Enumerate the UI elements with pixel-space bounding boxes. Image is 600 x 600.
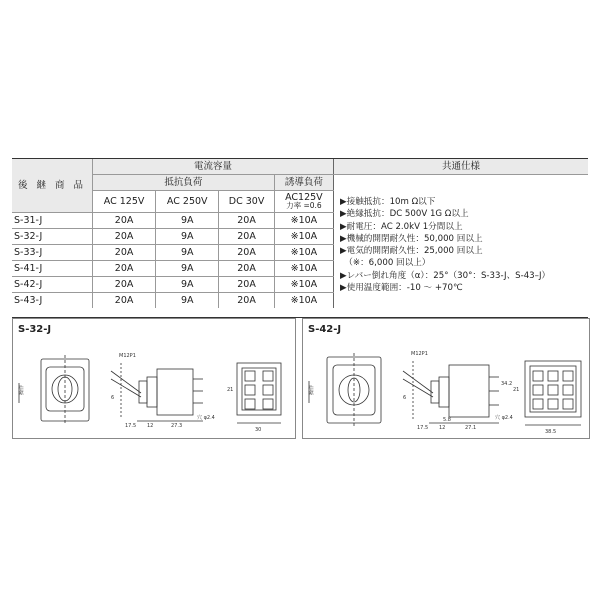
col-ind-line2: 力率 =0.6	[286, 201, 322, 210]
value-cell: ※10A	[274, 293, 333, 309]
spec-item: ▶耐電圧：AC 2.0kV 1分間以上	[340, 221, 463, 232]
dim-label: 34.2	[501, 381, 513, 387]
model-cell: S-41-J	[12, 261, 93, 277]
product-header: 後 継 商 品	[12, 159, 93, 213]
table-row	[12, 229, 334, 245]
spec-item: ▶機械的開閉耐久性：50,000 回以上	[340, 233, 483, 244]
value-cell: 9A	[156, 261, 219, 277]
rear-view	[237, 363, 281, 423]
value-cell: 9A	[156, 293, 219, 309]
common-spec-list	[340, 196, 550, 294]
spec-item: ▶絶縁抵抗：DC 500V 1G Ω以上	[340, 209, 469, 220]
common-spec-title: 共通仕様	[334, 159, 588, 175]
hole-label: 穴 φ2.4	[197, 415, 215, 421]
front-view	[309, 353, 381, 427]
current-capacity-header: 電流容量	[93, 159, 334, 175]
value-cell: 20A	[219, 277, 274, 293]
front-view	[19, 355, 89, 425]
dim-label: 27.1	[465, 425, 477, 431]
value-cell: 20A	[219, 213, 274, 229]
dim-label: 5.8	[443, 417, 451, 423]
dim-label: 21	[513, 387, 520, 393]
col-ac250: AC 250V	[156, 191, 219, 213]
dim-label: 27.3	[171, 423, 183, 429]
thread-label: M12P1	[411, 351, 428, 357]
rear-view	[525, 361, 581, 425]
side-view	[403, 361, 499, 423]
model-cell: S-31-J	[12, 213, 93, 229]
value-cell: 9A	[156, 213, 219, 229]
value-cell: ※10A	[274, 261, 333, 277]
resistive-load-header: 抵抗負荷	[93, 175, 275, 191]
current-capacity-table	[12, 159, 334, 308]
value-cell: 20A	[93, 293, 156, 309]
dim-label: 30	[255, 427, 262, 433]
spec-item: （※：6,000 回以上）	[340, 258, 431, 269]
value-cell: 20A	[219, 229, 274, 245]
diagram-title: S-32-J	[18, 324, 52, 335]
common-spec-panel	[334, 159, 588, 317]
spec-item: ▶電気的開閉耐久性：25,000 回以上	[340, 246, 483, 257]
value-cell: ※10A	[274, 277, 333, 293]
inductive-load-header: 誘導負荷	[274, 175, 333, 191]
dim-label: 6	[111, 395, 115, 401]
table-row	[12, 245, 334, 261]
col-ac125: AC 125V	[93, 191, 156, 213]
value-cell: 20A	[93, 213, 156, 229]
spec-item: ▶レバー倒れ角度（α）：25°（30°：S-33-J、S-43–J）	[340, 270, 551, 281]
dim-label: 17.5	[125, 423, 137, 429]
drawing-s32j	[13, 319, 295, 438]
dim-label: 17.5	[417, 425, 429, 431]
col-inductive	[274, 191, 333, 213]
col-ind-line1: AC125V	[285, 192, 323, 203]
note-label: 操作	[19, 384, 25, 395]
table-row	[12, 277, 334, 293]
table-row	[12, 261, 334, 277]
dim-label: 12	[439, 425, 446, 431]
spec-section	[12, 158, 588, 318]
side-view	[111, 363, 203, 421]
value-cell: 9A	[156, 245, 219, 261]
note-label: 操作	[309, 384, 315, 395]
dim-label: 38.5	[545, 429, 557, 435]
value-cell: 9A	[156, 277, 219, 293]
hole-label: 穴 φ2.4	[495, 415, 513, 421]
value-cell: 20A	[93, 261, 156, 277]
value-cell: 20A	[219, 293, 274, 309]
spec-item: ▶使用温度範囲：-10 〜 +70℃	[340, 283, 463, 294]
value-cell: ※10A	[274, 213, 333, 229]
diagram-s32j	[12, 318, 296, 439]
dim-label: 6	[403, 395, 407, 401]
model-cell: S-43-J	[12, 293, 93, 309]
value-cell: 20A	[219, 261, 274, 277]
diagram-s42j	[302, 318, 590, 439]
model-cell: S-42-J	[12, 277, 93, 293]
spec-item: ▶接触抵抗：10m Ω以下	[340, 197, 436, 207]
value-cell: 20A	[219, 245, 274, 261]
table-row	[12, 293, 334, 309]
value-cell: ※10A	[274, 245, 333, 261]
value-cell: ※10A	[274, 229, 333, 245]
thread-label: M12P1	[119, 353, 136, 359]
value-cell: 9A	[156, 229, 219, 245]
value-cell: 20A	[93, 245, 156, 261]
value-cell: 20A	[93, 277, 156, 293]
dim-label: 21	[227, 387, 234, 393]
value-cell: 20A	[93, 229, 156, 245]
dim-label: 12	[147, 423, 154, 429]
model-cell: S-32-J	[12, 229, 93, 245]
table-row	[12, 213, 334, 229]
col-dc30: DC 30V	[219, 191, 274, 213]
diagram-title: S-42-J	[308, 324, 342, 335]
drawing-s42j	[303, 319, 589, 438]
model-cell: S-33-J	[12, 245, 93, 261]
